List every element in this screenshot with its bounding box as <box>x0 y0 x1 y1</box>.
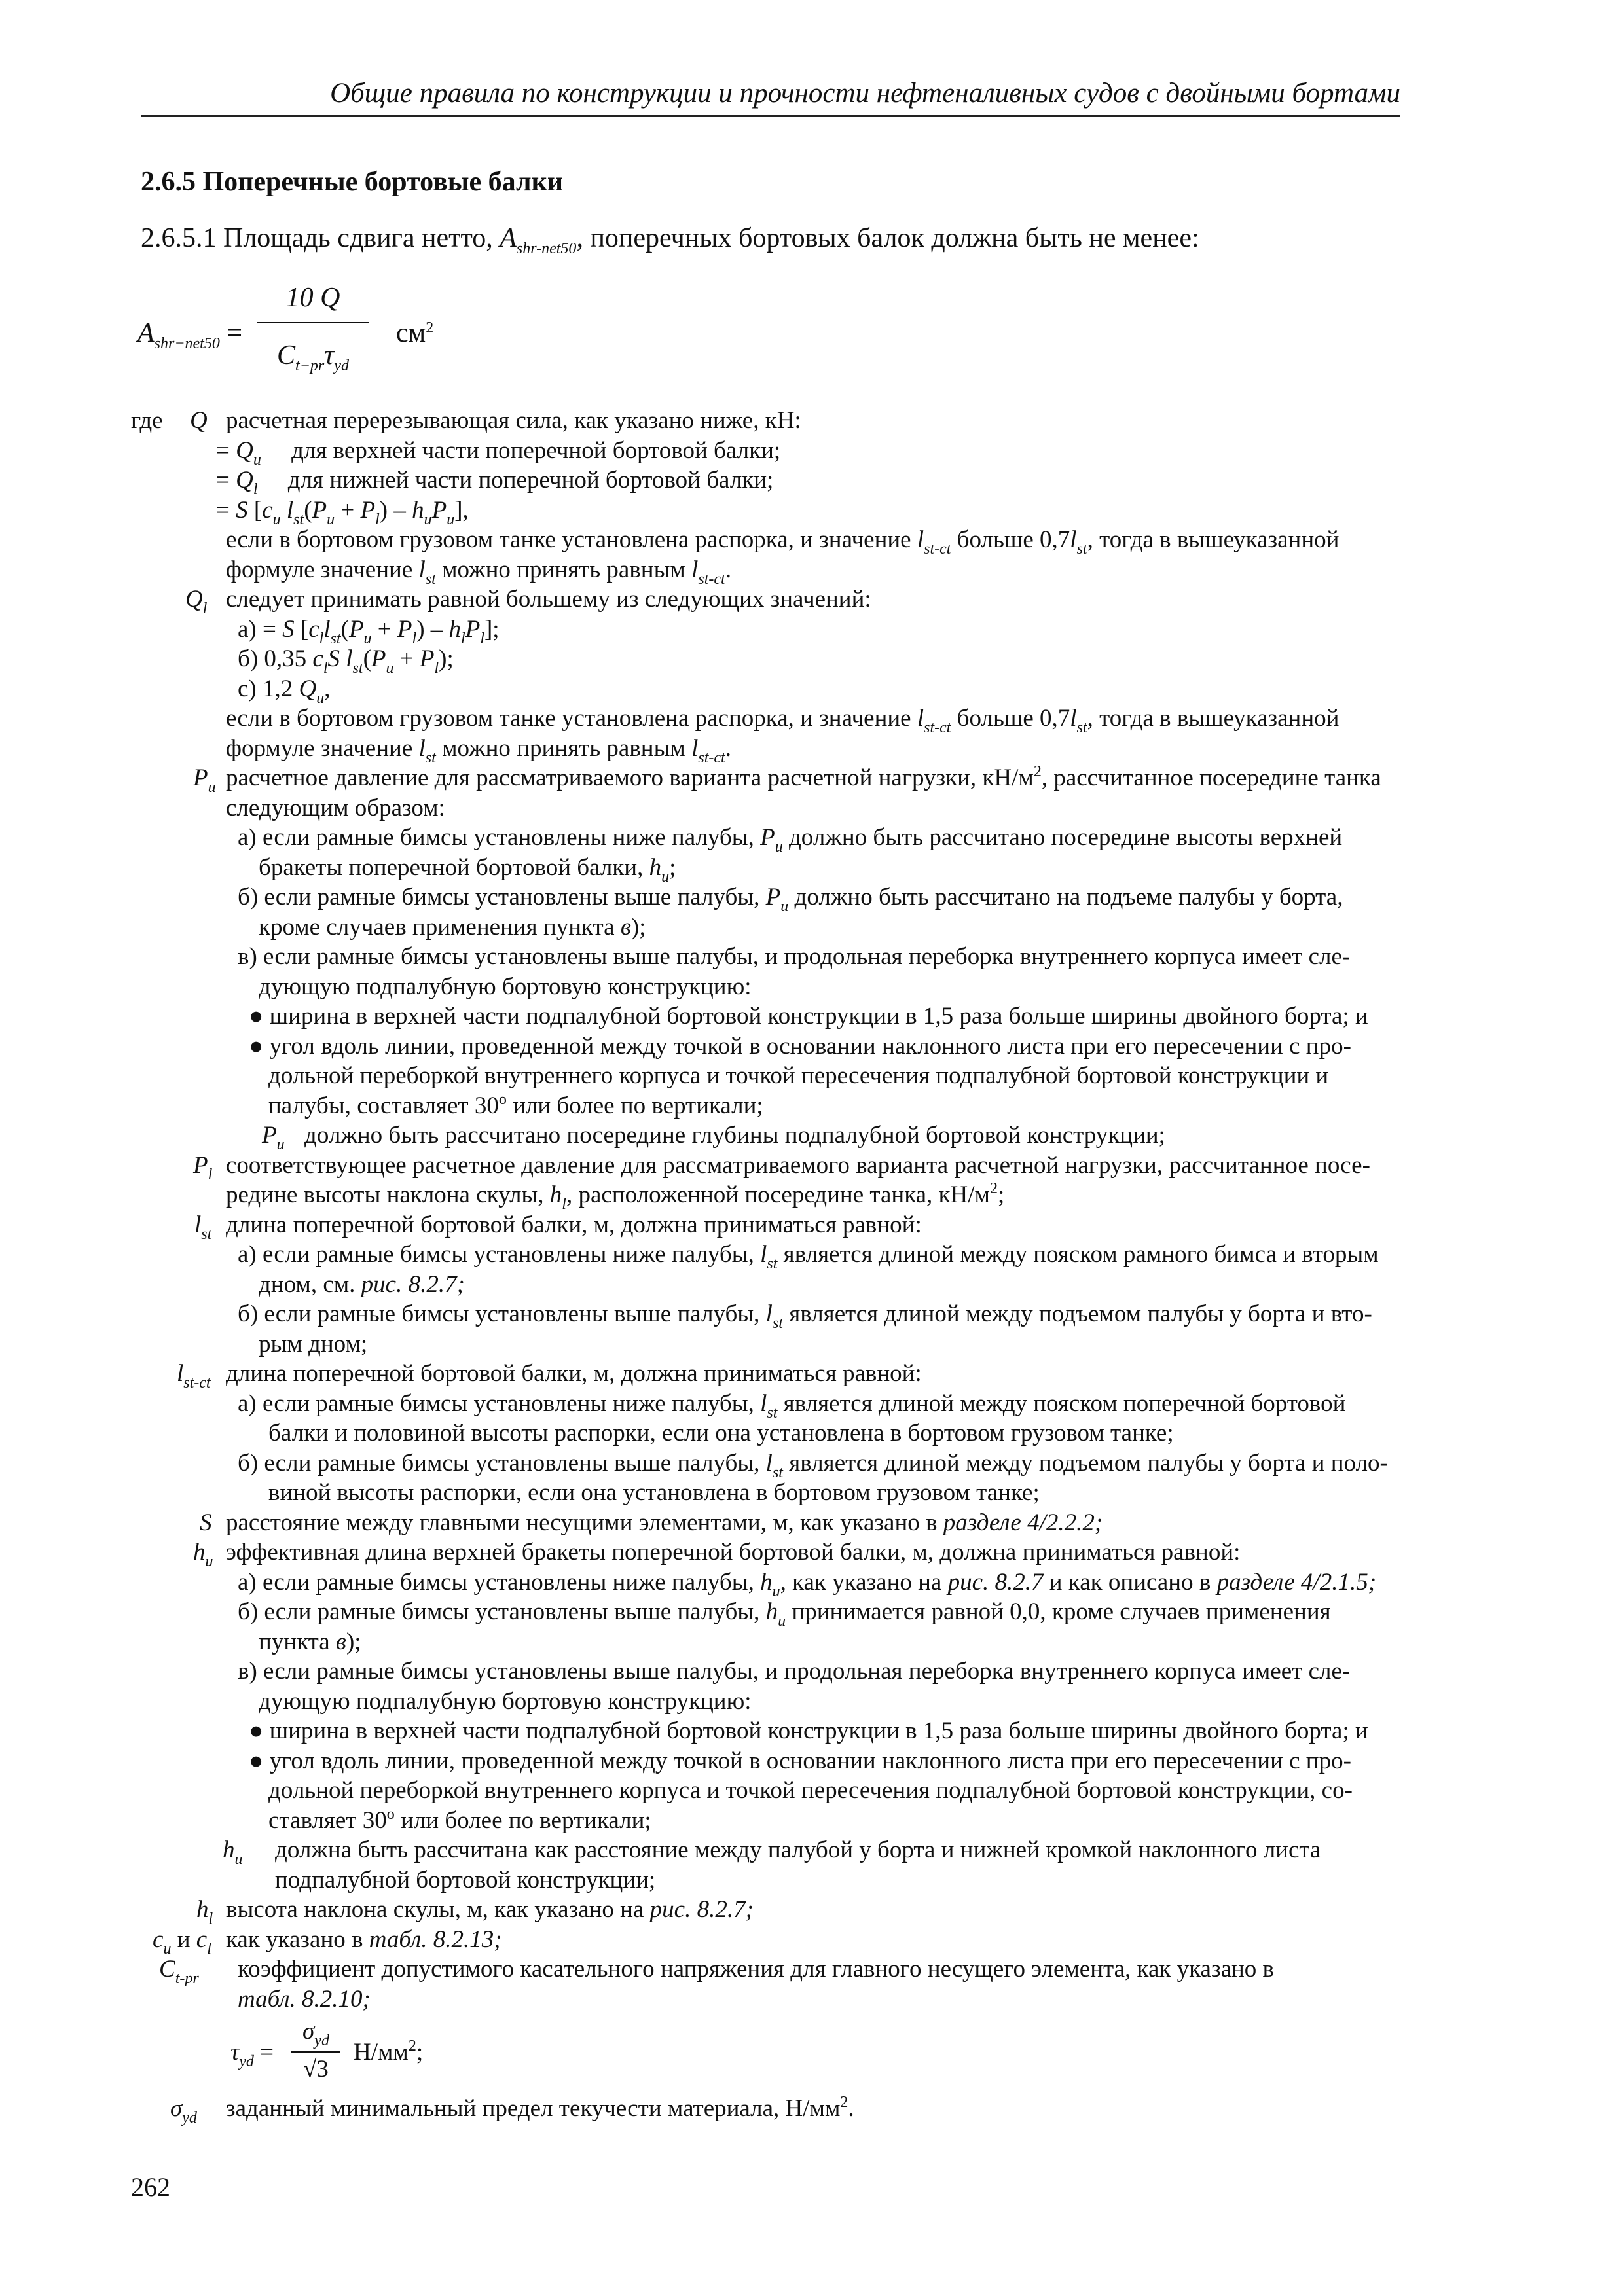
def-Pu-a-2: бракеты поперечной бортовой балки, $h_u$; <box>259 853 676 886</box>
def-Q-lower: = $Q_l$ для нижней части поперечной бортовой балки; <box>216 467 774 498</box>
def-Pu-bullet-1: ● ширина в верхней части подпалубной бортовой конструкции в 1,5 раза больше ширины двойного борта; и <box>249 1003 1368 1030</box>
def-Pu-2: следующим образом: <box>226 794 445 821</box>
def-hu-bullet-1: ● ширина в верхней части подпалубной бортовой конструкции в 1,5 раза больше ширины двойного борта; и <box>249 1717 1368 1744</box>
section-number: 2.6.5 <box>141 167 196 197</box>
tau-fraction-bar <box>291 2051 340 2053</box>
def-hu-bullet-2: ● угол вдоль линии, проведенной между точкой в основании наклонного листа при его пересечении с про- <box>249 1747 1351 1774</box>
def-hu-final-2: подпалубной бортовой конструкции; <box>275 1866 656 1893</box>
clause-number: 2.6.5.1 <box>141 223 217 253</box>
def-Pu-final: $P_u$ должно быть рассчитано посередине глубины подпалубной бортовой конструкции; <box>262 1122 1165 1153</box>
def-Ctpr: $C_{t-pr}$ коэффициент допустимого касательного напряжения для главного несущего элемента, как указано в <box>159 1956 1275 1987</box>
tau-formula <box>141 2017 1400 2089</box>
def-lst-b-2: рым дном; <box>259 1330 368 1357</box>
def-hu-final: $h_u$ должна быть рассчитана как расстояние между палубой у борта и нижней кромкой наклонного листа <box>223 1837 1321 1868</box>
def-Q-condition: если в бортовом грузовом танке установлена распорка, и значение $l_{st-ct}$ больше $0,7l_{st}$, тогда в вышеуказанной <box>226 526 1340 558</box>
def-Pl: $P_l$ соответствующее расчетное давление для рассматриваемого варианта расчетной нагрузки, рассчитанное посе- <box>193 1151 1370 1183</box>
def-hu-bullet-2b: дольной переборкой внутреннего корпуса и точкой пересечения подпалубной бортовой конструкции, со- <box>268 1777 1353 1804</box>
def-Ql: $Q_l$ следует принимать равной большему из следующих значений: <box>185 586 871 617</box>
def-lstct: $l_{st-ct}$ длина поперечной бортовой балки, м, должна приниматься равной: <box>177 1360 922 1391</box>
def-hu-c-2: дующую подпалубную бортовую конструкцию: <box>259 1687 752 1715</box>
def-Q: где Q расчетная перерезывающая сила, как указано ниже, кН: <box>131 407 801 434</box>
section-title: Поперечные бортовые балки <box>202 167 564 197</box>
def-Pu-c-2: дующую подпалубную бортовую конструкцию: <box>259 973 752 1000</box>
tau-denominator: √3 <box>303 2056 329 2083</box>
def-Pu: $P_u$ расчетное давление для рассматриваемого варианта расчетной нагрузки, $кН/м^2$, рассчитанное посередине танка <box>193 763 1381 796</box>
def-Ql-condition-2: формуле значение $l_{st}$ можно принять равным $l_{st-ct}$. <box>226 734 731 766</box>
def-sigma: $\sigma_{yd}$ заданный минимальный предел текучести материала, $Н/мм^2$. <box>170 2094 854 2126</box>
header-rule <box>141 115 1400 117</box>
def-hu-b: б) если рамные бимсы установлены выше палубы, $h_u$ принимается равной 0,0, кроме случаев применения <box>238 1598 1331 1630</box>
def-hu: $h_u$ эффективная длина верхней бракеты поперечной бортовой балки, м, должна приниматься равной: <box>193 1539 1241 1570</box>
definitions-list <box>131 406 1400 2126</box>
def-cu-cl: $c_u$ и $c_l$ как указано в табл. 8.2.13; <box>153 1926 502 1958</box>
clause-text-after: , поперечных бортовых балок должна быть не менее: <box>576 223 1199 253</box>
def-lstct-b: б) если рамные бимсы установлены выше палубы, $l_{st}$ является длиной между подъемом палубы у борта и поло- <box>238 1449 1388 1481</box>
tau-lhs: $\tau_{yd}$ = <box>230 2039 274 2070</box>
def-Pu-bullet-2: ● угол вдоль линии, проведенной между точкой в основании наклонного листа при его пересечении с про- <box>249 1032 1351 1060</box>
def-Pu-bullet-2c: палубы, составляет 30$^o$ или более по вертикали; <box>268 1090 763 1119</box>
formula-lhs: $A_{shr-net50}$ = <box>137 318 243 352</box>
shear-area-formula <box>137 278 596 396</box>
def-lst-a-2: дном, см. рис. 8.2.7; <box>259 1270 465 1298</box>
def-Ql-a: а) = S $[c_ll_{st}(P_u + P_l) - h_lP_l]$; <box>238 615 500 647</box>
def-lstct-a: а) если рамные бимсы установлены ниже палубы, $l_{st}$ является длиной между пояском поперечной бортовой <box>238 1390 1346 1422</box>
def-lst-b: б) если рамные бимсы установлены выше палубы, $l_{st}$ является длиной между подъемом палубы у борта и вто- <box>238 1300 1372 1332</box>
clause-2-6-5-1 <box>141 223 1199 257</box>
def-lstct-b-2: виной высоты распорки, если она установлена в бортовом грузовом танке; <box>268 1479 1040 1506</box>
def-Pu-c: в) если рамные бимсы установлены выше палубы, и продольная переборка внутреннего корпуса имеет сле- <box>238 943 1351 970</box>
def-Ctpr-2: табл. 8.2.10; <box>238 1985 371 2013</box>
tau-numerator: $\sigma_{yd}$ <box>302 2018 329 2049</box>
formula-unit: $см^2$ <box>396 318 434 348</box>
def-S: S расстояние между главными несущими элементами, м, как указано в разделе 4/2.2.2; <box>200 1509 1103 1536</box>
formula-fraction-bar <box>257 322 369 323</box>
section-heading <box>141 166 563 198</box>
def-Pl-2: редине высоты наклона скулы, $h_l$, расположенной посередине танка, $кН/м^2$; <box>226 1180 1005 1213</box>
clause-symbol-sub: shr-net50 <box>516 240 577 257</box>
def-Q-formula: = S [$c_u$ $l_{st}(P_u + P_l) - h_uP_u$], <box>216 496 469 528</box>
tau-unit: $Н/мм^2$; <box>354 2037 424 2066</box>
page-number: 262 <box>131 2172 170 2202</box>
def-Ql-b: б) 0,35 $c_lS$ $l_{st}(P_u + P_l)$; <box>238 645 454 677</box>
def-Pu-bullet-2b: дольной переборкой внутреннего корпуса и точкой пересечения подпалубной бортовой конструкции и <box>268 1062 1329 1089</box>
def-Pu-a: а) если рамные бимсы установлены ниже палубы, $P_u$ должно быть рассчитано посередине высоты верхней <box>238 824 1343 855</box>
def-hu-a: а) если рамные бимсы установлены ниже палубы, $h_u$, как указано на рис. 8.2.7 и как описано в разделе 4/2.1.5; <box>238 1568 1377 1600</box>
def-lst-a: а) если рамные бимсы установлены ниже палубы, $l_{st}$ является длиной между пояском рамного бимса и вторым <box>238 1241 1379 1272</box>
running-header: Общие правила по конструкции и прочности нефтеналивных судов с двойными бортами <box>330 78 1400 109</box>
def-lstct-a-2: балки и половиной высоты распорки, если она установлена в бортовом грузовом танке; <box>268 1420 1174 1446</box>
clause-text-before: Площадь сдвига нетто, <box>223 223 500 253</box>
def-Q-condition-2: формуле значение $l_{st}$ можно принять равным $l_{st-ct}$. <box>226 556 731 588</box>
def-hl: $h_l$ высота наклона скулы, м, как указано на рис. 8.2.7; <box>196 1896 754 1928</box>
def-Pu-b: б) если рамные бимсы установлены выше палубы, $P_u$ должно быть рассчитано на подъеме палубы у борта, <box>238 884 1343 915</box>
def-Q-upper: = $Q_u$ для верхней части поперечной бортовой балки; <box>216 437 781 469</box>
formula-numerator: 10 Q <box>285 283 340 313</box>
def-hu-c: в) если рамные бимсы установлены выше палубы, и продольная переборка внутреннего корпуса имеет сле- <box>238 1658 1351 1685</box>
def-hu-b-2: пункта в); <box>259 1628 361 1655</box>
def-hu-bullet-2c: ставляет 30$^o$ или более по вертикали; <box>268 1805 651 1834</box>
def-lst: $l_{st}$ длина поперечной бортовой балки, м, должна приниматься равной: <box>194 1211 922 1243</box>
def-Ql-c: с) 1,2 $Q_u$, <box>238 675 331 707</box>
clause-symbol: A <box>500 223 517 253</box>
def-Pu-b-2: кроме случаев применения пункта в); <box>259 913 646 941</box>
def-Ql-condition: если в бортовом грузовом танке установлена распорка, и значение $l_{st-ct}$ больше $0,7l_{st}$, тогда в вышеуказанной <box>226 705 1340 736</box>
formula-denominator: $C_{t-pr}\tau_{yd}$ <box>277 340 349 374</box>
